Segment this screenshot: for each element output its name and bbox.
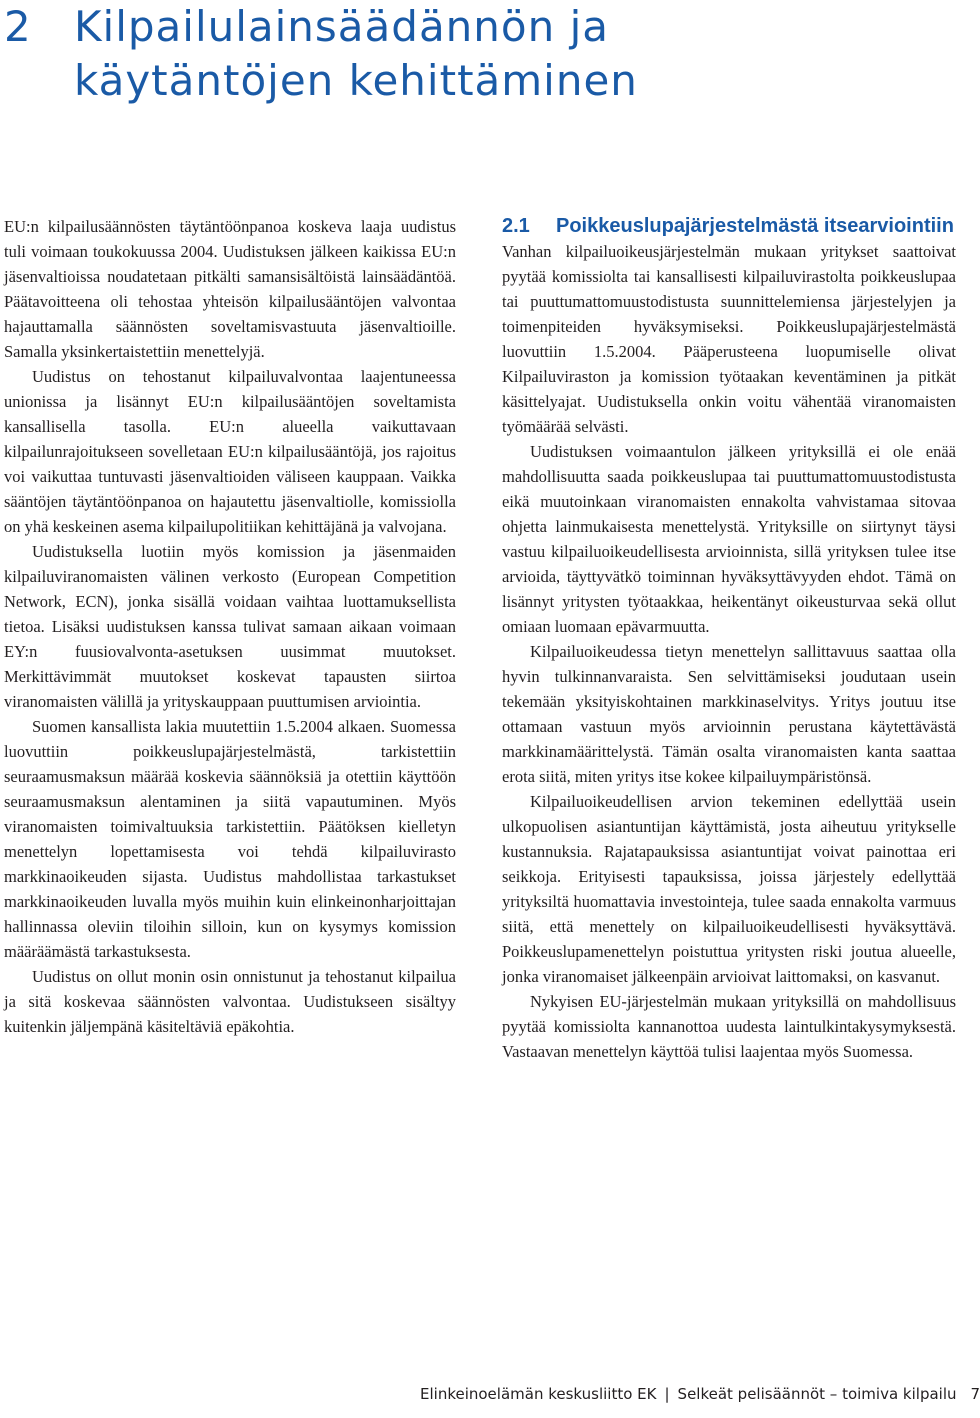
page-footer — [420, 1384, 980, 1404]
body-paragraph: Kilpailuoikeudessa tietyn menettelyn sallittavuus saattaa olla hyvin tulkinnanvaraista. Sen selvittämiseksi joudutaan usein tekemään yksityiskohtainen markkinaselvitys. Yritys joutuu itse ottamaan vastuun myös arvioinnin perustana käytettävästä markkinamäärittelystä. Tämän osalta viranomaisten kanta saattaa erota siitä, miten yritys itse kokee kilpailuympäristönsä. — [502, 642, 956, 786]
section-title: Poikkeuslupajärjestelmästä itsearviointiin — [556, 215, 954, 237]
left-column — [4, 214, 456, 1039]
body-paragraph: Vanhan kilpailuoikeusjärjestelmän mukaan yritykset saattoivat pyytää komissiolta tai kansallisesti kilpailuvirastolta poikkeuslupaa tai puuttumattomuustodistusta suunnittelemiensa järjestelyjen ja toimenpiteiden hyväksymiseksi. Poikkeuslupajärjestelmästä luovuttiin 1.5.2004. Pääperusteena luopumiselle olivat Kilpailuviraston ja komission työtaakan keventäminen ja pitkät käsittelyajat. Uudistuksella onkin voitu vähentää viranomaisten työmäärää selvästi. — [502, 242, 956, 436]
chapter-title-line-2: käytäntöjen kehittäminen — [74, 56, 638, 105]
footer-publisher: Elinkeinoelämän keskusliitto EK — [420, 1385, 657, 1403]
body-paragraph: Uudistuksella luotiin myös komission ja jäsenmaiden kilpailuviranomaisten välinen verkosto (European Competition Network, ECN), jonka sisällä voidaan vaihtaa luottamuksellista tietoa. Lisäksi uudistuksen kanssa tulivat samaan aikaan voimaan EY:n fuusiovalvonta-asetuksen uusimmat muutokset. Merkittävimmät muutokset koskevat tapausten siirtoa viranomaisten välillä ja yrityskauppaan puuttumisen arviointia. — [4, 542, 456, 711]
body-paragraph: Uudistuksen voimaantulon jälkeen yrityksillä ei ole enää mahdollisuutta saada poikkeuslupaa tai puuttumattomuustodistusta eikä muutoinkaan viranomaisten ennakolta vahvistamaa sitovaa ohjetta lainmukaisesta menettelystä. Yrityksille on siirtynyt täysi vastuu kilpailuoikeudellisesta arvioinnista, sillä yrityksen tulee itse arvioida, täyttyvätkö toiminnan hyväksyttävyyden ehdot. Tämä on lisännyt yritysten työtaakkaa, heikentänyt oikeusturvaa sekä ollut omiaan luomaan epävarmuutta. — [502, 442, 956, 636]
body-paragraph: EU:n kilpailusäännösten täytäntöönpanoa koskeva laaja uudistus tuli voimaan toukokuussa 2004. Uudistuksen jälkeen kaikissa EU:n jäsenvaltioissa noudatetaan pitkälti samansisältöistä lainsäädäntöä. Päätavoitteena oli tehostaa yhteisön kilpailusääntöjen valvontaa hajauttamalla säännösten soveltamisvastuuta jäsenvaltioille. Samalla yksinkertaistettiin menettelyjä. — [4, 217, 456, 361]
section-number: 2.1 — [502, 215, 530, 237]
body-paragraph: Uudistus on tehostanut kilpailuvalvontaa laajentuneessa unionissa ja lisännyt EU:n kilpailusääntöjen soveltamista kansallisella tasolla. EU:n alueella vaikuttavaan kilpailunrajoitukseen sovelletaan EU:n kilpailusääntöjä, jos rajoitus voi vaikuttaa tuntuvasti jäsenvaltioiden väliseen kauppaan. Vaikka sääntöjen täytäntöönpanoa on hajautettu jäsenvaltiolle, komissiolla on yhä keskeinen asema kilpailupolitiikan kehittäjänä ja valvojana. — [4, 367, 456, 536]
page-number: 7 — [970, 1385, 980, 1403]
chapter-heading — [4, 0, 944, 108]
footer-separator: | — [664, 1385, 670, 1403]
footer-publication: Selkeät pelisäännöt – toimiva kilpailu — [677, 1385, 957, 1403]
body-paragraph: Kilpailuoikeudellisen arvion tekeminen edellyttää usein ulkopuolisen asiantuntijan käyttämistä, josta aiheutuu yritykselle kustannuksia. Rajatapauksissa asiantuntijat voivat painottaa eri seikkoja. Erityisesti tapauksissa, joissa järjestely edellyttää yrityksiltä huomattavia investointeja, tulee saada ennakolta varmuus siitä, että menettely on kilpailuoikeudellisesti hyväksyttävä. Poikkeuslupamenettelyn poistuttua yritysten riski joutua alueelle, jonka viranomaiset jälkeenpäin arvioivat laittomaksi, on kasvanut. — [502, 792, 956, 986]
section-heading — [502, 214, 956, 239]
chapter-number: 2 — [4, 2, 32, 51]
chapter-title-line-1: Kilpailulainsäädännön ja — [74, 2, 609, 51]
right-column — [502, 214, 956, 1064]
body-paragraph: Nykyisen EU-järjestelmän mukaan yrityksillä on mahdollisuus pyytää komissiolta kannanottoa uudesta laintulkintakysymyksestä. Vastaavan menettelyn käyttöä tulisi laajentaa myös Suomessa. — [502, 992, 956, 1061]
body-paragraph: Uudistus on ollut monin osin onnistunut ja tehostanut kilpailua ja sitä koskevaa säännösten valvontaa. Uudistukseen sisältyy kuitenkin jäljempänä käsiteltäviä epäkohtia. — [4, 967, 456, 1036]
body-paragraph: Suomen kansallista lakia muutettiin 1.5.2004 alkaen. Suomessa luovuttiin poikkeuslupajärjestelmästä, tarkistettiin seuraamusmaksun määrää koskevia säännöksiä ja otettiin käyttöön seuraamusmaksun alentaminen ja siitä vapautuminen. Myös viranomaisten toimivaltuuksia tarkistettiin. Päätöksen kielletyn menettelyn lopettamisesta voi tehdä kilpailuvirasto markkinaoikeuden sijasta. Uudistus mahdollistaa tarkastukset markkinaoikeuden luvalla myös muihin kuin elinkeinonharjoittajan hallinnassa oleviin tiloihin silloin, kun on kysymys komission määräämästä tarkastuksesta. — [4, 717, 456, 961]
